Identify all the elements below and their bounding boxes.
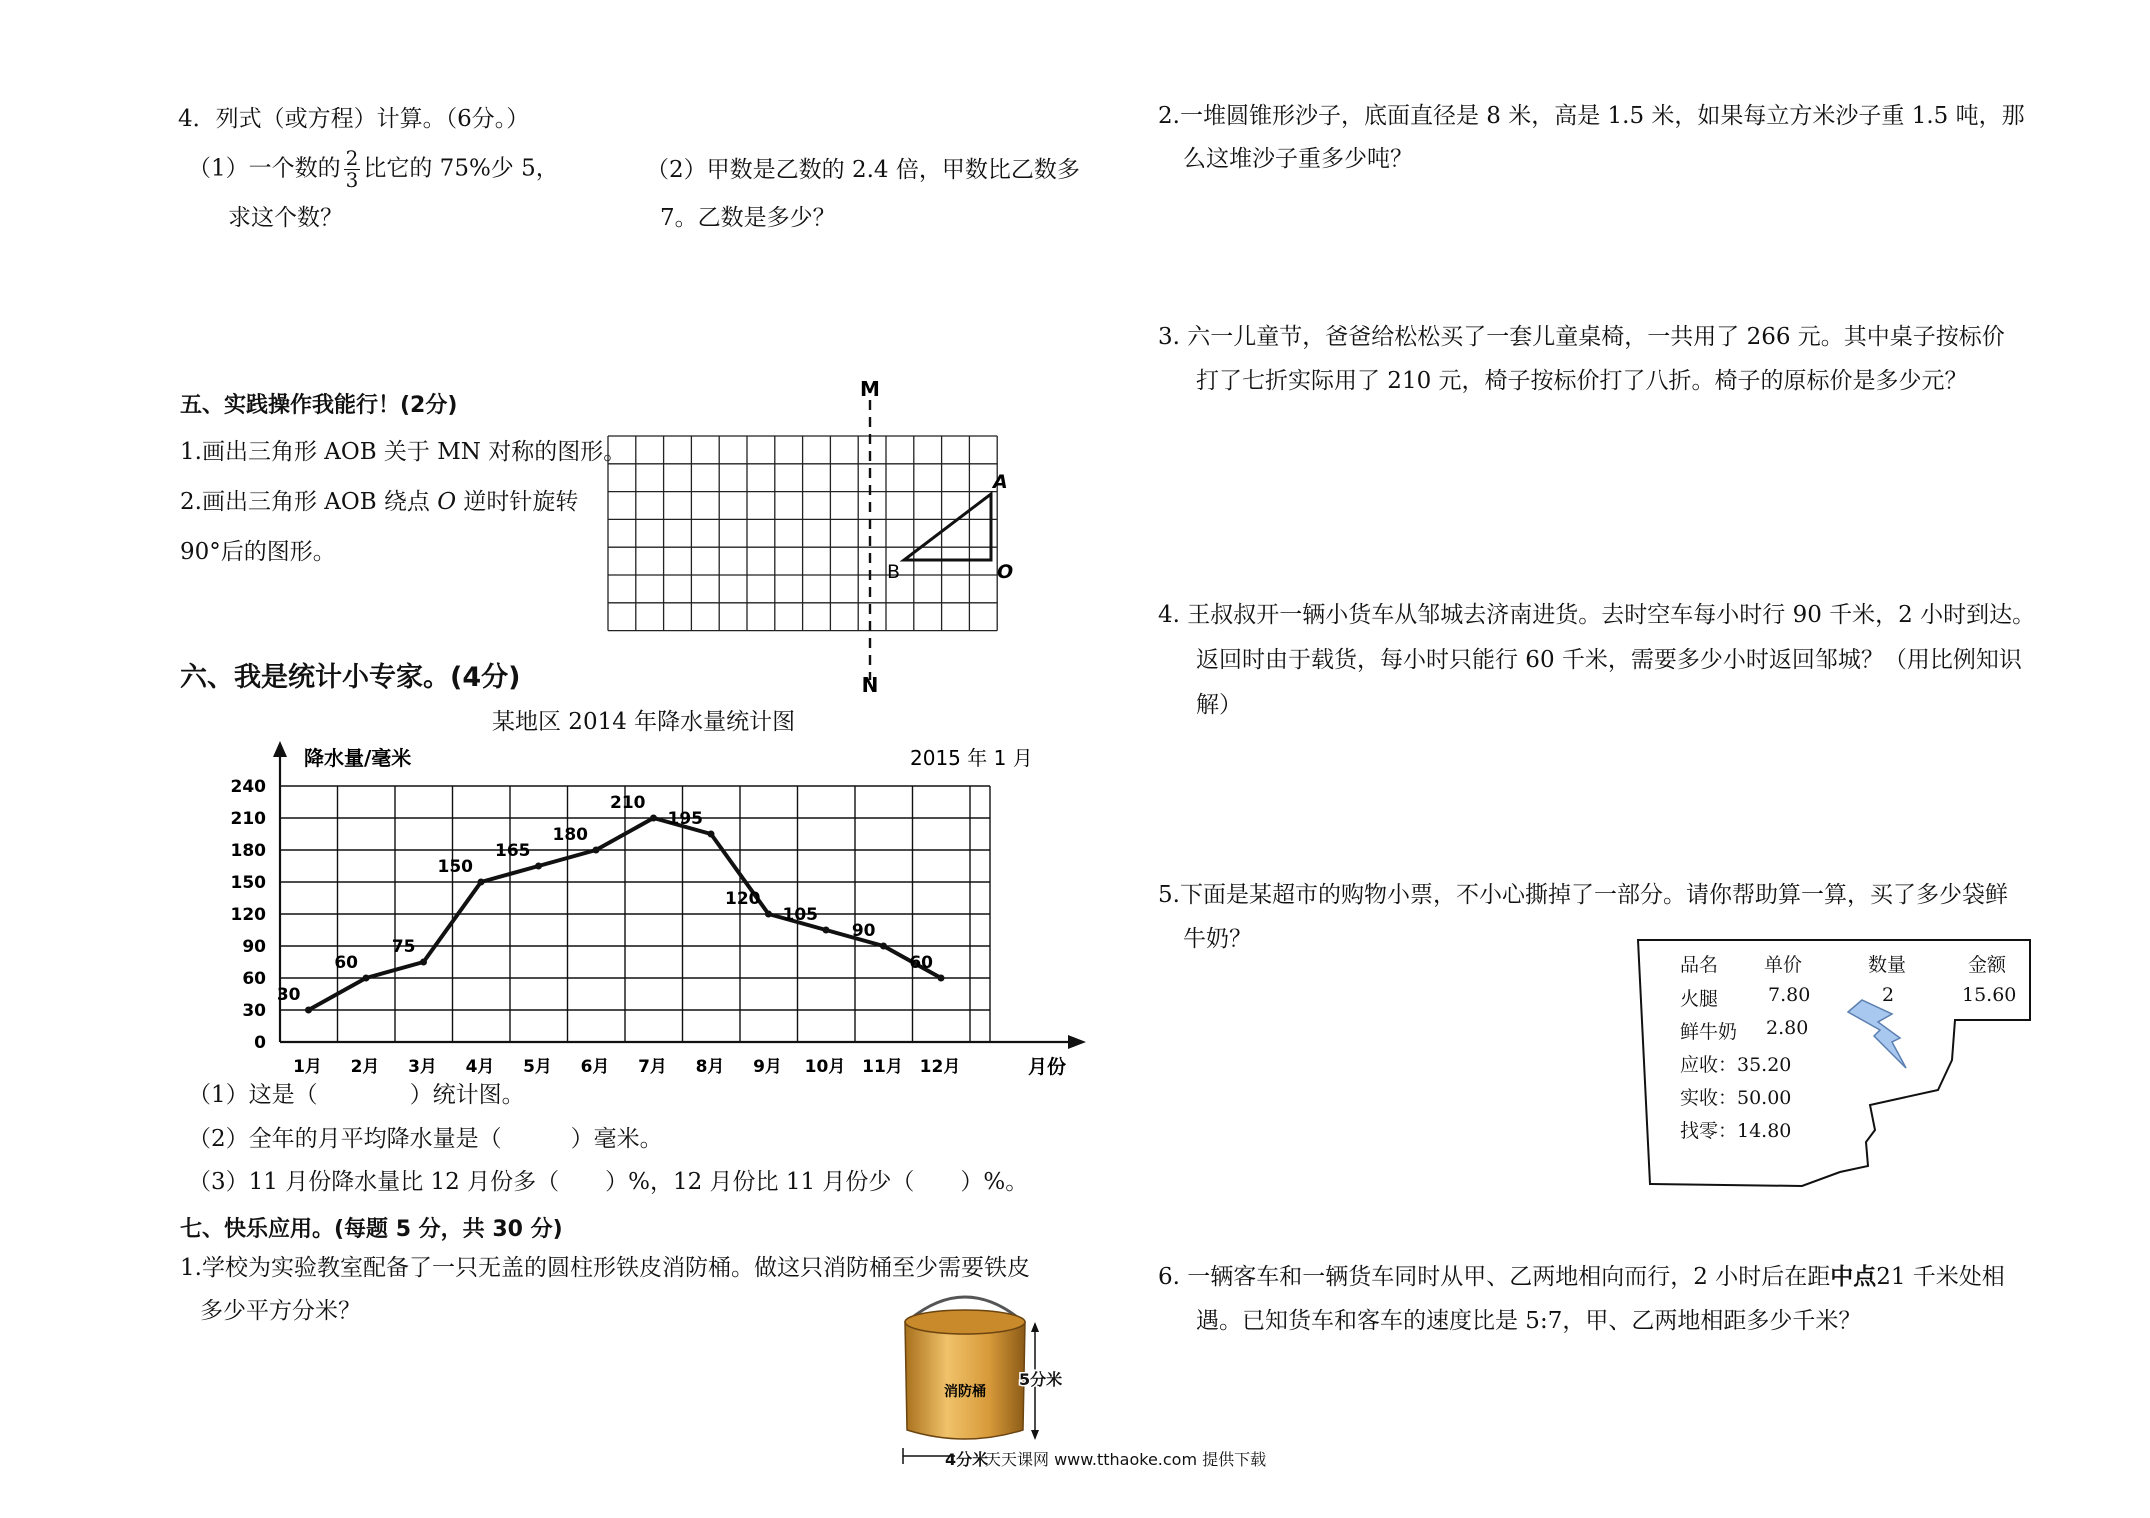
chart-x-tick-label: 11月 xyxy=(862,1057,903,1077)
section7-title: 七、快乐应用。(每题 5 分，共 30 分) xyxy=(180,1217,563,1242)
receipt-header-price: 单价 xyxy=(1764,954,1803,976)
chart-y-axis-label: 降水量/毫米 xyxy=(304,746,412,770)
q4-part1 xyxy=(188,148,559,191)
bucket-height-label: 5分米 xyxy=(1019,1370,1063,1389)
bucket-rim xyxy=(905,1310,1025,1334)
chart-data-point xyxy=(823,927,830,934)
fraction-two-thirds xyxy=(344,148,361,191)
chart-title: 某地区 2014 年降水量统计图 xyxy=(492,709,796,735)
receipt-row1-name: 火腿 xyxy=(1680,988,1719,1010)
q4-part2: （2）甲数是乙数的 2.4 倍，甲数比乙数多 xyxy=(646,157,1080,183)
section5-title: 五、实践操作我能行！(2分) xyxy=(180,393,458,418)
right-q3-line1: 3. 六一儿童节，爸爸给松松买了一套儿童桌椅，一共用了 266 元。其中桌子按标价 xyxy=(1158,324,2005,350)
q4-part1-text-a: （1）一个数的 xyxy=(188,155,341,182)
q4-part2-cont: 7。乙数是多少？ xyxy=(660,205,836,231)
right-q6-line2: 遇。已知货车和客车的速度比是 5:7，甲、乙两地相距多少千米？ xyxy=(1196,1308,1862,1334)
chart-data-label: 75 xyxy=(391,937,416,957)
chart-grid xyxy=(280,786,990,1042)
right-q2-line2: 么这堆沙子重多少吨？ xyxy=(1183,146,1413,172)
right-q5-line1: 5.下面是某超市的购物小票，不小心撕掉了一部分。请你帮助算一算，买了多少袋鲜 xyxy=(1158,882,2008,908)
chart-data-point xyxy=(880,943,887,950)
chart-y-tick-label: 60 xyxy=(242,969,266,989)
right-q2-line1: 2.一堆圆锥形沙子，底面直径是 8 米，高是 1.5 米，如果每立方米沙子重 1.5 吨，那 xyxy=(1158,103,2025,129)
x-axis-arrow-icon xyxy=(1068,1035,1086,1049)
section5-line2-a: 2.画出三角形 AOB 绕点 xyxy=(180,489,430,515)
label-a: A xyxy=(993,471,1008,493)
triangle-aob xyxy=(904,494,991,560)
chart-data-label: 30 xyxy=(276,985,301,1005)
bucket-label: 消防桶 xyxy=(944,1384,986,1400)
chart-data-point xyxy=(593,847,600,854)
chart-y-tick-label: 240 xyxy=(230,777,266,797)
receipt-change: 找零：14.80 xyxy=(1680,1120,1792,1142)
chart-y-tick-label: 180 xyxy=(230,841,266,861)
chart-date-note: 2015 年 1 月 xyxy=(910,746,1033,770)
chart-x-tick-label: 3月 xyxy=(408,1057,437,1077)
rainfall-line-chart xyxy=(220,735,1100,1095)
chart-data-point xyxy=(363,975,370,982)
receipt-due: 应收：35.20 xyxy=(1680,1054,1792,1076)
chart-data-point xyxy=(535,863,542,870)
chart-series xyxy=(277,793,945,1014)
right-q5-line2: 牛奶？ xyxy=(1183,926,1252,952)
chart-data-label: 90 xyxy=(851,921,876,941)
footer-watermark: 天天课网 www.tthaoke.com 提供下载 xyxy=(985,1450,1267,1469)
receipt-paid: 实收：50.00 xyxy=(1680,1087,1792,1109)
chart-data-label: 105 xyxy=(782,905,818,925)
chart-data-point xyxy=(765,911,772,918)
chart-data-label: 60 xyxy=(909,953,933,973)
chart-x-tick-label: 9月 xyxy=(753,1057,782,1077)
receipt-header-qty: 数量 xyxy=(1868,954,1907,976)
right-q6-line1-a: 6. 一辆客车和一辆货车同时从甲、乙两地相向而行，2 小时后在距 xyxy=(1158,1264,1831,1290)
height-arrow-bottom-icon xyxy=(1031,1430,1039,1440)
chart-data-point xyxy=(305,1007,312,1014)
grid-figure xyxy=(600,380,1160,700)
chart-y-tick-label: 150 xyxy=(230,873,266,893)
chart-data-point xyxy=(650,815,657,822)
chart-data-label: 165 xyxy=(495,841,531,861)
chart-data-label: 150 xyxy=(437,857,473,877)
height-arrow-top-icon xyxy=(1031,1322,1039,1332)
q4-title: 4．列式（或方程）计算。（6分。） xyxy=(178,106,530,132)
section5-line2 xyxy=(180,487,578,517)
chart-data-point xyxy=(420,959,427,966)
section5-line1: 1.画出三角形 AOB 关于 MN 对称的图形。 xyxy=(180,439,627,465)
section5-line3: 90°后的图形。 xyxy=(180,539,336,565)
fraction-denominator: 3 xyxy=(345,168,359,192)
q4-part1-cont: 求这个数？ xyxy=(228,205,343,231)
chart-x-tick-label: 7月 xyxy=(638,1057,667,1077)
receipt-row2-price: 2.80 xyxy=(1766,1017,1809,1039)
section7-q1-line2: 多少平方分米？ xyxy=(200,1298,361,1324)
chart-data-label: 120 xyxy=(725,889,761,909)
label-o: O xyxy=(997,561,1014,583)
chart-x-tick-label: 6月 xyxy=(580,1057,610,1077)
section6-title: 六、我是统计小专家。(4分) xyxy=(180,662,521,693)
y-axis-arrow-icon xyxy=(273,741,287,757)
chart-x-tick-label: 1月 xyxy=(293,1057,322,1077)
receipt-header-name: 品名 xyxy=(1680,954,1719,976)
chart-x-tick-label: 8月 xyxy=(695,1057,725,1077)
label-b: B xyxy=(887,561,901,583)
bucket-width-label: 4分米 xyxy=(945,1450,989,1469)
right-q4-line3: 解） xyxy=(1196,692,1242,718)
right-q4-line1: 4. 王叔叔开一辆小货车从邹城去济南进货。去时空车每小时行 90 千米，2 小时到达。 xyxy=(1158,602,2036,628)
chart-data-point xyxy=(708,831,715,838)
fire-bucket-figure xyxy=(895,1280,1095,1465)
chart-data-label: 60 xyxy=(334,953,358,973)
section6-q2: （2）全年的月平均降水量是（ ）毫米。 xyxy=(188,1126,663,1152)
fraction-numerator: 2 xyxy=(345,146,359,170)
chart-x-tick-label: 4月 xyxy=(465,1057,495,1077)
right-q6-emphasis: 中点 xyxy=(1830,1263,1877,1290)
chart-y-tick-label: 30 xyxy=(242,1001,266,1021)
chart-y-tick-label: 120 xyxy=(230,905,266,925)
chart-data-label: 195 xyxy=(667,809,703,829)
right-q3-line2: 打了七折实际用了 210 元，椅子按标价打了八折。椅子的原标价是多少元？ xyxy=(1196,368,1968,394)
right-q4-line2: 返回时由于载货，每小时只能行 60 千米，需要多少小时返回邹城？（用比例知识 xyxy=(1196,647,2022,673)
chart-x-tick-label: 10月 xyxy=(804,1057,846,1077)
point-o-label: O xyxy=(437,489,457,515)
chart-x-axis-label: 月份 xyxy=(1028,1056,1067,1078)
receipt-header-amount: 金额 xyxy=(1968,954,2007,976)
label-m: M xyxy=(860,380,880,401)
receipt-row1-price: 7.80 xyxy=(1768,984,1811,1006)
chart-data-label: 210 xyxy=(610,793,646,813)
label-n: N xyxy=(861,673,879,697)
right-q6-line1 xyxy=(1158,1262,2005,1292)
section7-q1-line1: 1.学校为实验教室配备了一只无盖的圆柱形铁皮消防桶。做这只消防桶至少需要铁皮 xyxy=(180,1255,1030,1281)
receipt-row1-qty: 2 xyxy=(1882,984,1895,1006)
chart-data-point xyxy=(938,975,945,982)
chart-y-tick-label: 90 xyxy=(242,937,266,957)
q4-part1-text-b: 比它的 75%少 5， xyxy=(363,155,559,182)
chart-x-tick-label: 5月 xyxy=(523,1057,552,1077)
receipt-row2-name: 鲜牛奶 xyxy=(1680,1021,1738,1043)
receipt-row1-amount: 15.60 xyxy=(1962,984,2017,1006)
chart-x-tick-label: 2月 xyxy=(350,1057,380,1077)
chart-data-point xyxy=(478,879,485,886)
chart-y-tick-label: 210 xyxy=(230,809,266,829)
bucket-body xyxy=(905,1322,1025,1439)
chart-x-tick-label: 12月 xyxy=(919,1057,961,1077)
section5-line2-b: 逆时针旋转 xyxy=(463,489,579,515)
chart-data-label: 180 xyxy=(552,825,588,845)
section6-q1: （1）这是（ ）统计图。 xyxy=(188,1082,525,1108)
chart-y-tick-label: 0 xyxy=(254,1033,266,1053)
right-q6-line1-b: 21 千米处相 xyxy=(1876,1264,2005,1290)
section6-q3: （3）11 月份降水量比 12 月份多（ ）%，12 月份比 11 月份少（ ）%。 xyxy=(188,1169,1029,1195)
